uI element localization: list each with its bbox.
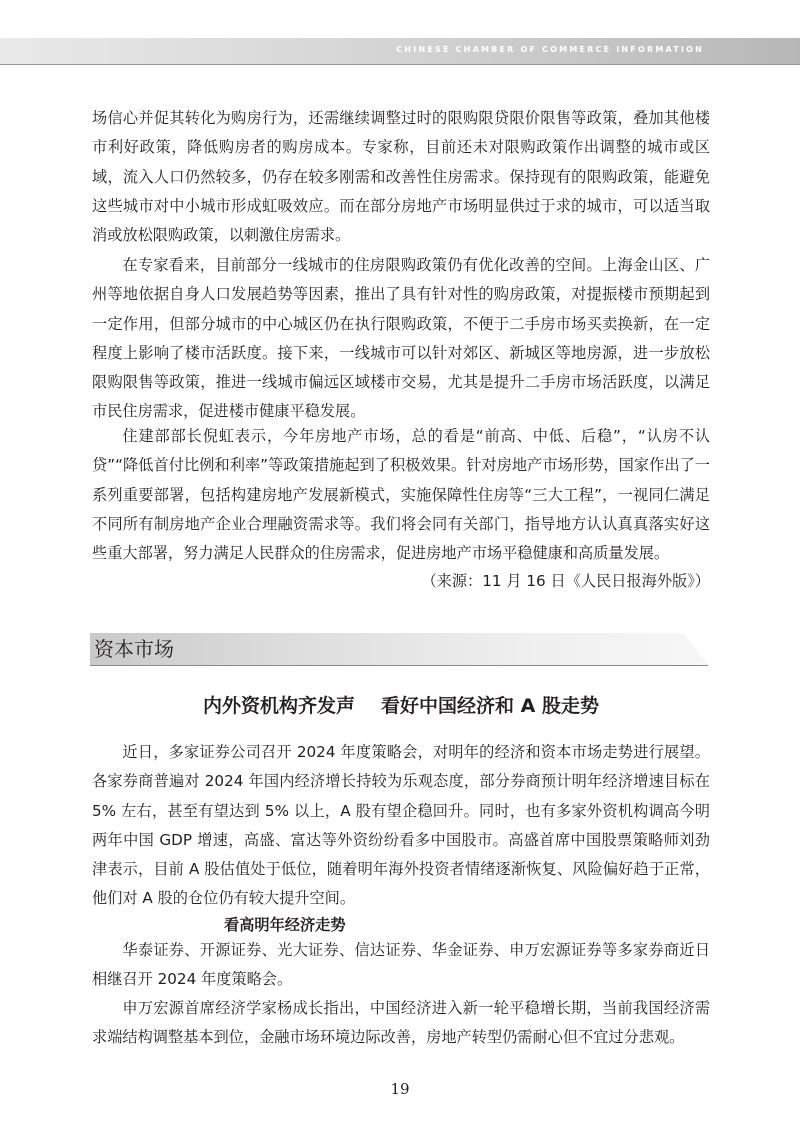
article1-source: （来源：11 月 16 日《人民日报海外版》）	[421, 572, 710, 590]
article2-title-part2: 看好中国经济和 A 股走势	[381, 695, 599, 717]
article2-subheading: 看高明年经济走势	[224, 916, 346, 934]
article1-paragraph-3: 住建部部长倪虹表示，今年房地产市场，总的看是“前高、中低、后稳”，“认房不认贷”“降低首付比例和利率”等政策措施起到了积极效果。针对房地产市场形势，国家作出了一系列重要部署，包括构建房地产发展新模式，实施保障性住房等“三大工程”，一视同仁满足不同所有制房地产企业合理融资需求等。我们将会同有关部门，指导地方认认真真落实好这些重大部署，努力满足人民群众的住房需求，促进房地产市场平稳健康和高质量发展。	[92, 427, 710, 563]
article1-paragraph-1: 场信心并促其转化为购房行为，还需继续调整过时的限购限贷限价限售等政策，叠加其他楼市利好政策，降低购房者的购房成本。专家称，目前还未对限购政策作出调整的城市或区域，流入人口仍然较多，仍存在较多刚需和改善性住房需求。保持现有的限购政策，能避免这些城市对中小城市形成虹吸效应。而在部分房地产市场明显供过于求的城市，可以适当取消或放松限购政策，以刺激住房需求。	[92, 109, 710, 245]
article2-paragraph-3: 申万宏源首席经济学家杨成长指出，中国经济进入新一轮平稳增长期，当前我国经济需求端结构调整基本到位，金融市场环境边际改善，房地产转型仍需耐心但不宜过分悲观。	[92, 999, 710, 1047]
article2-paragraph-2: 华泰证券、开源证券、光大证券、信达证券、华金证券、申万宏源证券等多家券商近日相继召开 2024 年度策略会。	[92, 941, 710, 989]
article2-paragraph-1: 近日，多家证券公司召开 2024 年度策略会，对明年的经济和资本市场走势进行展望。各家券商普遍对 2024 年国内经济增长持较为乐观态度，部分券商预计明年经济增速目标在 5% 左右，甚至有望达到 5% 以上，A 股有望企稳回升。同时，也有多家外资机构调高今明两年中国 GDP 增速，高盛、富达等外资纷纷看多中国股市。高盛首席中国股票策略师刘劲津表示，目前 A 股估值处于低位，随着明年海外投资者情绪逐渐恢复、风险偏好趋于正常，他们对 A 股的仓位仍有较大提升空间。	[92, 743, 710, 908]
article1-paragraph-2: 在专家看来，目前部分一线城市的住房限购政策仍有优化改善的空间。上海金山区、广州等地依据自身人口发展趋势等因素，推出了具有针对性的购房政策，对提振楼市预期起到一定作用，但部分城市的中心城区仍在执行限购政策，不便于二手房市场买卖换新，在一定程度上影响了楼市活跃度。接下来，一线城市可以针对郊区、新城区等地房源，进一步放松限购限售等政策，推进一线城市偏远区域楼市交易，尤其是提升二手房市场活跃度，以满足市民住房需求，促进楼市健康平稳发展。	[92, 256, 710, 421]
section-header-bar	[90, 633, 708, 665]
section-title: 资本市场	[94, 637, 174, 661]
header-banner-text: CHINESE CHAMBER OF COMMERCE INFORMATION	[396, 45, 704, 54]
article2-title-part1: 内外资机构齐发声	[203, 695, 356, 717]
article2-title	[92, 692, 710, 720]
section-header-underline	[90, 665, 708, 666]
page-number: 19	[390, 1080, 410, 1098]
header-divider	[0, 64, 800, 65]
